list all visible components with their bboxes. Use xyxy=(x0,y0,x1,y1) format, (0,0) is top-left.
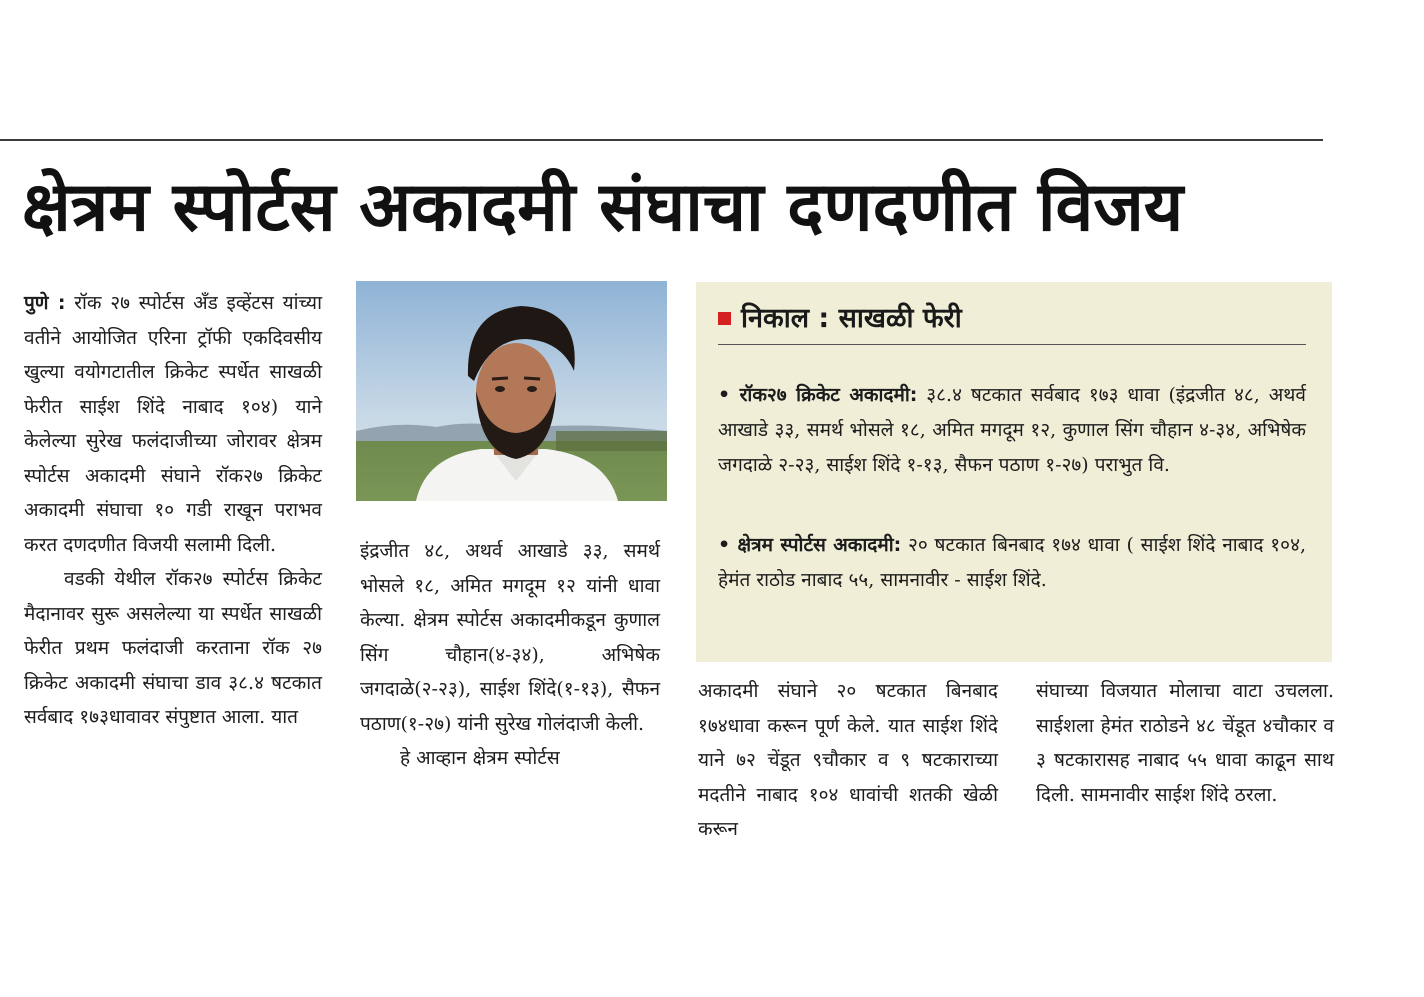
results-box xyxy=(696,282,1332,662)
results-title xyxy=(718,296,962,342)
result-text: ३८.४ षटकात सर्वबाद १७३ धावा (इंद्रजीत ४८, अथर्व आखाडे ३३, समर्थ भोसले १८, अमित मगदूम १२, कुणाल सिंग चौहान ४-३४, अभिषेक जगदाळे २-२३, साईश शिंदे १-१३, सैफन पठाण १-२७) पराभुत वि. xyxy=(718,384,1306,476)
dateline: पुणे : xyxy=(24,292,66,314)
article-paragraph: इंद्रजीत ४८, अथर्व आखाडे ३३, समर्थ भोसले १८, अमित मगदूम १२ यांनी धावा केल्या. क्षेत्रम स्पोर्टस अकादमीकडून कुणाल सिंग चौहान(४-३४), अभिषेक जगदाळे(२-२३), साईश शिंदे(१-१३), सैफन पठाण(१-२७) यांनी सुरेख गोलंदाजी केली. xyxy=(360,540,660,735)
headline: क्षेत्रम स्पोर्टस अकादमी संघाचा दणदणीत विजय xyxy=(22,168,1184,247)
result-entry xyxy=(718,378,1306,483)
article-column-3 xyxy=(698,674,998,847)
article-paragraph: अकादमी संघाने २० षटकात बिनबाद १७४धावा करून पूर्ण केले. यात साईश शिंदे याने ७२ चेंडूत ९चौकार व ९ षटकाराच्या मदतीने नाबाद १०४ धावांची शतकी खेळी करून xyxy=(698,680,998,840)
paragraph-text: रॉक २७ स्पोर्टस अँड इव्हेंटस यांच्या वतीने आयोजित एरिना ट्रॉफी एकदिवसीय खुल्या वयोगटातील क्रिकेट स्पर्धेत साखळी फेरीत साईश शिंदे नाबाद १०४) याने केलेल्या सुरेख फलंदाजीच्या जोरावर क्षेत्रम स्पोर्टस अकादमी संघाने रॉक२७ क्रिकेट अकादमी संघाचा १० गडी राखून पराभव करत दणदणीत विजयी सलामी दिली. xyxy=(24,292,322,556)
top-rule xyxy=(0,139,1323,141)
article-paragraph: वडकी येथील रॉक२७ स्पोर्टस क्रिकेट मैदानावर सुरू असलेल्या या स्पर्धेत साखळी फेरीत प्रथम फलंदाजी करताना रॉक २७ क्रिकेट अकादमी संघाचा डाव ३८.४ षटकात सर्वबाद १७३धावावर संपुष्टात आला. यात xyxy=(24,568,322,728)
result-text: २० षटकात बिनबाद १७४ धावा ( साईश शिंदे नाबाद १०४, हेमंत राठोड नाबाद ५५, सामनावीर - साईश शिंदे. xyxy=(718,534,1306,591)
article-paragraph: संघाच्या विजयात मोलाचा वाटा उचलला. साईशला हेमंत राठोडने ४८ चेंडूत ४चौकार व ३ षटकारासह नाबाद ५५ धावा काढून साथ दिली. सामनावीर साईश शिंदे ठरला. xyxy=(1036,680,1334,806)
player-portrait-icon xyxy=(356,281,667,501)
result-entry xyxy=(718,528,1306,598)
result-team: • रॉक२७ क्रिकेट अकादमी: xyxy=(718,384,918,406)
article-paragraph xyxy=(24,286,322,562)
player-photo xyxy=(356,281,667,501)
results-title-text: निकाल : साखळी फेरी xyxy=(741,303,962,334)
result-team: • क्षेत्रम स्पोर्टस अकादमी: xyxy=(718,534,902,556)
article-paragraph: हे आव्हान क्षेत्रम स्पोर्टस xyxy=(400,747,560,769)
red-square-icon xyxy=(718,312,731,325)
article-column-2 xyxy=(360,534,660,776)
article-column-1 xyxy=(24,286,322,735)
article-column-4 xyxy=(1036,674,1334,812)
results-rule xyxy=(718,344,1306,345)
